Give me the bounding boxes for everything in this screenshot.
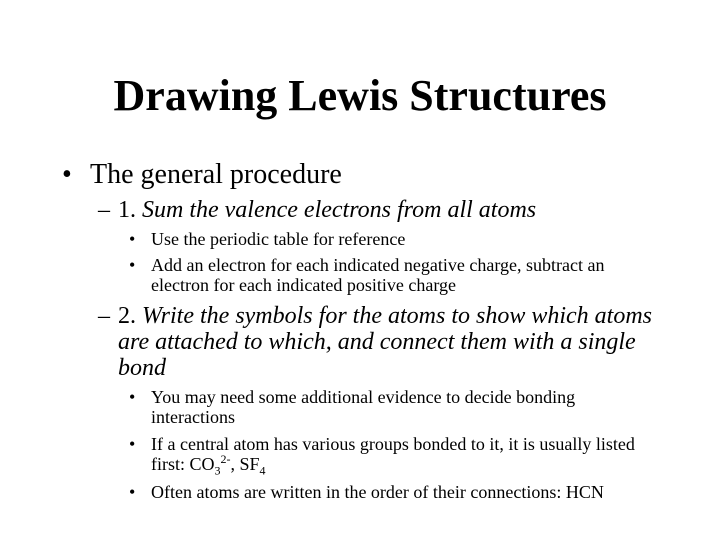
co3-subscript: 3	[214, 463, 221, 478]
bullet-icon: •	[62, 159, 72, 190]
step-2-text	[118, 303, 663, 381]
step-1-text	[118, 197, 678, 223]
step-2-point-1-text: You may need some additional evidence to decide bonding interactions	[151, 387, 576, 427]
bullet-icon: •	[129, 434, 136, 454]
step-2-point-2-mid: , SF	[230, 454, 260, 474]
dash-icon: –	[98, 303, 110, 329]
step-1-heading: Sum the valence electrons from all atoms	[142, 197, 537, 223]
step-1-point-2-text: Add an electron for each indicated negative charge, subtract an electron for each indicated positive charge	[151, 255, 605, 295]
sf4-subscript: 4	[259, 463, 266, 478]
step-2-heading: Write the symbols for the atoms to show which atoms are attached to which, and connect them with a single bond	[118, 303, 652, 381]
bullet-icon: •	[129, 229, 136, 249]
bullet-icon: •	[129, 482, 136, 502]
bullet-icon: •	[129, 255, 136, 275]
dash-icon: –	[98, 197, 110, 223]
bullet-icon: •	[129, 387, 136, 407]
step-2-point-2-text	[151, 434, 651, 478]
step-1-number: 1.	[118, 197, 136, 223]
step-2-point-2-prefix: If a central atom has various groups bonded to it, it is usually listed first: CO	[151, 434, 635, 474]
co3-charge-superscript: 2-	[220, 452, 231, 466]
step-2-point-3-text: Often atoms are written in the order of their connections: HCN	[151, 482, 604, 502]
general-procedure-text: The general procedure	[90, 159, 342, 190]
slide-title: Drawing Lewis Structures	[113, 71, 607, 120]
step-1-point-1-text: Use the periodic table for reference	[151, 229, 406, 249]
step-2-number: 2.	[118, 303, 136, 329]
